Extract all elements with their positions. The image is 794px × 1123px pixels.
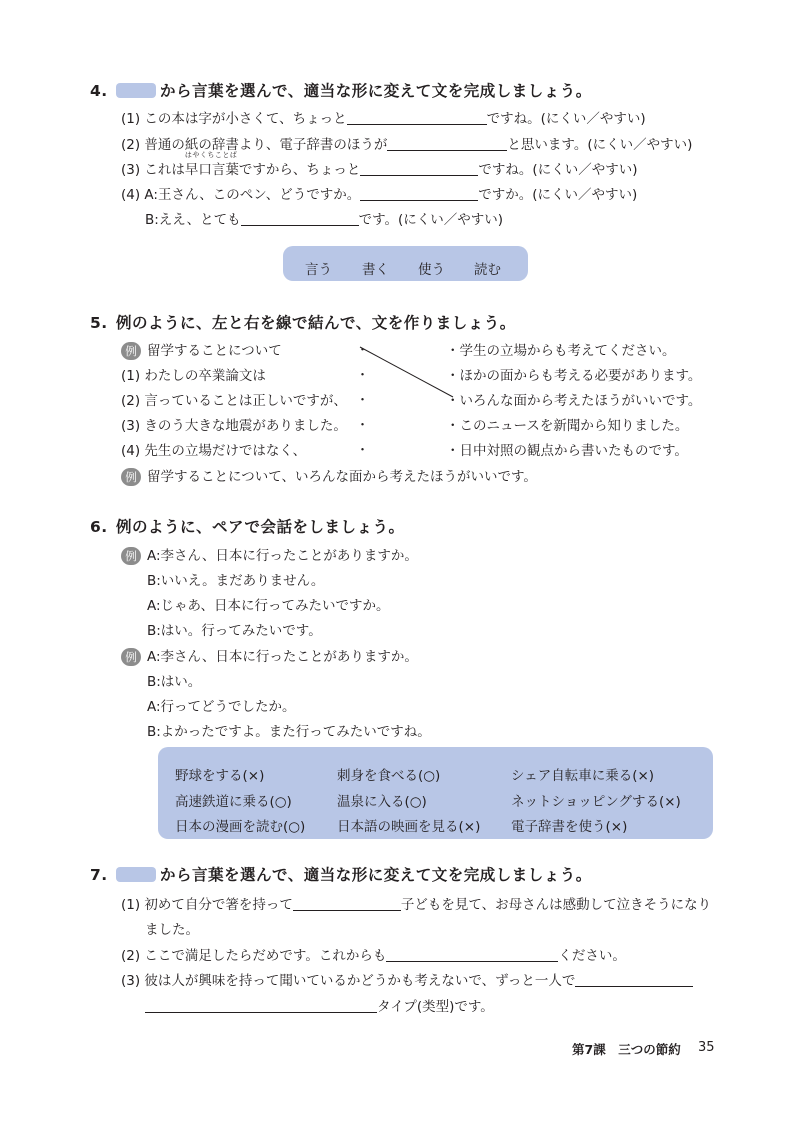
q4-item-5-before: B:ええ、とても xyxy=(145,212,241,228)
q7-item-2-after: ください。 xyxy=(558,948,626,964)
q6-ex1-rei-badge: 例 xyxy=(121,547,141,565)
q7-item-3-after: タイプ(类型)です。 xyxy=(377,999,494,1015)
q4-item-5-after: です。(にくい／やすい) xyxy=(358,212,504,228)
q6-box-r3-c3: 電子辞書を使う(×) xyxy=(511,819,628,835)
q6-heading-text: 例のように、ペアで会話をしましょう。 xyxy=(116,518,405,536)
q5-left-dot-1[interactable]: ・ xyxy=(356,368,370,383)
q7-item-3-blank-b[interactable] xyxy=(145,998,377,1013)
page-number: 35 xyxy=(698,1040,715,1055)
q6-box-r2-c1: 高速鉄道に乗る(○) xyxy=(175,794,292,810)
q6-ex1-line-2: B:いいえ。まだありません。 xyxy=(147,573,325,589)
q6-number: 6. xyxy=(90,518,108,536)
q7-item-2-num: (2) xyxy=(121,948,141,964)
q4-item-4-num: (4) xyxy=(121,187,141,203)
q5-answer xyxy=(121,465,537,486)
q6-ex1-line-1 xyxy=(121,544,418,565)
q5-answer-text: 留学することについて、いろんな面から考えたほうがいいです。 xyxy=(147,469,537,485)
q6-box-r2-c3: ネットショッピングする(×) xyxy=(511,794,681,810)
q4-heading-text: から言葉を選んで、適当な形に変えて文を完成しましょう。 xyxy=(160,82,592,100)
q6-ex1-line-4: B:はい。行ってみたいです。 xyxy=(147,623,322,639)
q4-word-1: 言う xyxy=(305,262,332,278)
q4-item-3-after: ですね。(にくい／やすい) xyxy=(478,162,638,178)
q6-box-r3-c2: 日本語の映画を見る(×) xyxy=(337,819,481,835)
q6-box-r1-c1: 野球をする(×) xyxy=(175,768,265,784)
q4-number: 4. xyxy=(90,82,108,100)
q4-item-4-before: A:王さん、このペン、どうですか。 xyxy=(144,187,361,203)
q4-item-3-ruby: はやくちことば xyxy=(184,151,238,159)
q5-answer-rei-badge: 例 xyxy=(121,468,141,486)
q5-left-3-text: きのう大きな地震がありました。 xyxy=(144,418,347,434)
q5-number: 5. xyxy=(90,314,108,332)
q5-left-dot-3[interactable]: ・ xyxy=(356,418,370,433)
q5-right-2[interactable]: ・いろんな面から考えたほうがいいです。 xyxy=(446,393,702,409)
q7-number: 7. xyxy=(90,866,108,884)
q7-item-3 xyxy=(121,969,693,989)
q4-word-2: 書く xyxy=(362,262,389,278)
q7-item-1-after: 子どもを見て、お母さんは感動して泣きそうになり xyxy=(400,897,712,913)
q4-item-1-before: この本は字が小さくて、ちょっと xyxy=(144,111,347,127)
q5-left-2-num: (2) xyxy=(121,393,141,409)
q4-item-3-ruby-base: 早口言葉 xyxy=(184,162,239,178)
q7-item-3-before: 彼は人が興味を持って聞いているかどうかも考えないで、ずっと一人で xyxy=(144,973,576,989)
footer-lesson: 第7課 三つの節約 xyxy=(572,1042,681,1057)
q5-right-3[interactable]: ・このニュースを新聞から知りました。 xyxy=(446,418,689,434)
q7-item-1-blank[interactable] xyxy=(293,896,401,911)
q6-ex2-line-4: B:よかったですよ。また行ってみたいですね。 xyxy=(147,724,431,740)
q7-item-2-before: ここで満足したらだめです。これからも xyxy=(144,948,387,964)
q4-item-1-num: (1) xyxy=(121,111,141,127)
q5-left-dot-2[interactable]: ・ xyxy=(356,393,370,408)
q7-item-2-blank[interactable] xyxy=(386,947,558,962)
q4-item-3-num: (3) xyxy=(121,162,141,178)
q6-ex1-line-1-text: A:李さん、日本に行ったことがありますか。 xyxy=(147,548,418,564)
q4-item-3-before-a: これは xyxy=(144,162,185,178)
q5-left-0-text: 留学することについて xyxy=(147,343,282,359)
q5-left-4-num: (4) xyxy=(121,443,141,459)
q7-heading xyxy=(90,863,592,885)
q5-left-1-num: (1) xyxy=(121,368,141,384)
q4-item-1-after: ですね。(にくい／やすい) xyxy=(486,111,646,127)
q5-heading-text: 例のように、左と右を線で結んで、文を作りましょう。 xyxy=(116,314,516,332)
q5-rei-badge: 例 xyxy=(121,342,141,360)
q4-item-2-num: (2) xyxy=(121,137,141,153)
q4-item-2-after: と思います。(にくい／やすい) xyxy=(507,137,693,153)
q5-right-0[interactable]: ・学生の立場からも考えてください。 xyxy=(446,343,676,359)
q5-left-1-text: わたしの卒業論文は xyxy=(144,368,266,384)
q6-box-r2-c2: 温泉に入る(○) xyxy=(337,794,427,810)
q6-ex2-line-3: A:行ってどうでしたか。 xyxy=(147,699,296,715)
q7-word-box-placeholder xyxy=(116,867,156,882)
q5-left-4-text: 先生の立場だけではなく、 xyxy=(144,443,307,459)
q4-word-3: 使う xyxy=(418,262,445,278)
q6-box-r3-c1: 日本の漫画を読む(○) xyxy=(175,819,306,835)
q6-box-r1-c2: 刺身を食べる(○) xyxy=(337,768,441,784)
q7-item-1-num: (1) xyxy=(121,897,141,913)
q7-item-1 xyxy=(121,893,711,913)
q7-item-3-num: (3) xyxy=(121,973,141,989)
q6-ex2-rei-badge: 例 xyxy=(121,648,141,666)
q7-item-1-cont: ました。 xyxy=(145,922,199,938)
q6-ex2-line-1-text: A:李さん、日本に行ったことがありますか。 xyxy=(147,649,418,665)
q5-right-4[interactable]: ・日中対照の観点から書いたものです。 xyxy=(446,443,688,459)
q5-left-2-text: 言っていることは正しいですが、 xyxy=(144,393,347,409)
q6-ex1-line-3: A:じゃあ、日本に行ってみたいですか。 xyxy=(147,598,390,614)
q6-ex2-line-2: B:はい。 xyxy=(147,674,202,690)
q7-item-1-before: 初めて自分で箸を持って xyxy=(144,897,293,913)
q4-item-4-after: ですか。(にくい／やすい) xyxy=(478,187,638,203)
q7-item-2 xyxy=(121,944,626,964)
q5-right-1[interactable]: ・ほかの面からも考える必要があります。 xyxy=(446,368,702,384)
q7-item-3-cont xyxy=(145,995,494,1015)
q5-left-3-num: (3) xyxy=(121,418,141,434)
q4-word-4: 読む xyxy=(474,262,501,278)
q4-item-3-before-b: ですから、ちょっと xyxy=(238,162,361,178)
q6-ex2-line-1 xyxy=(121,645,418,666)
q6-box-r1-c3: シェア自転車に乗る(×) xyxy=(511,768,655,784)
q4-item-2-before: 普通の紙の辞書より、電子辞書のほうが xyxy=(144,137,388,153)
q6-heading xyxy=(90,515,404,537)
q5-left-dot-4[interactable]: ・ xyxy=(356,443,370,458)
q7-heading-text: から言葉を選んで、適当な形に変えて文を完成しましょう。 xyxy=(160,866,592,884)
q7-item-3-blank-a[interactable] xyxy=(575,972,693,987)
q5-left-dot-0[interactable]: ・ xyxy=(356,343,370,358)
